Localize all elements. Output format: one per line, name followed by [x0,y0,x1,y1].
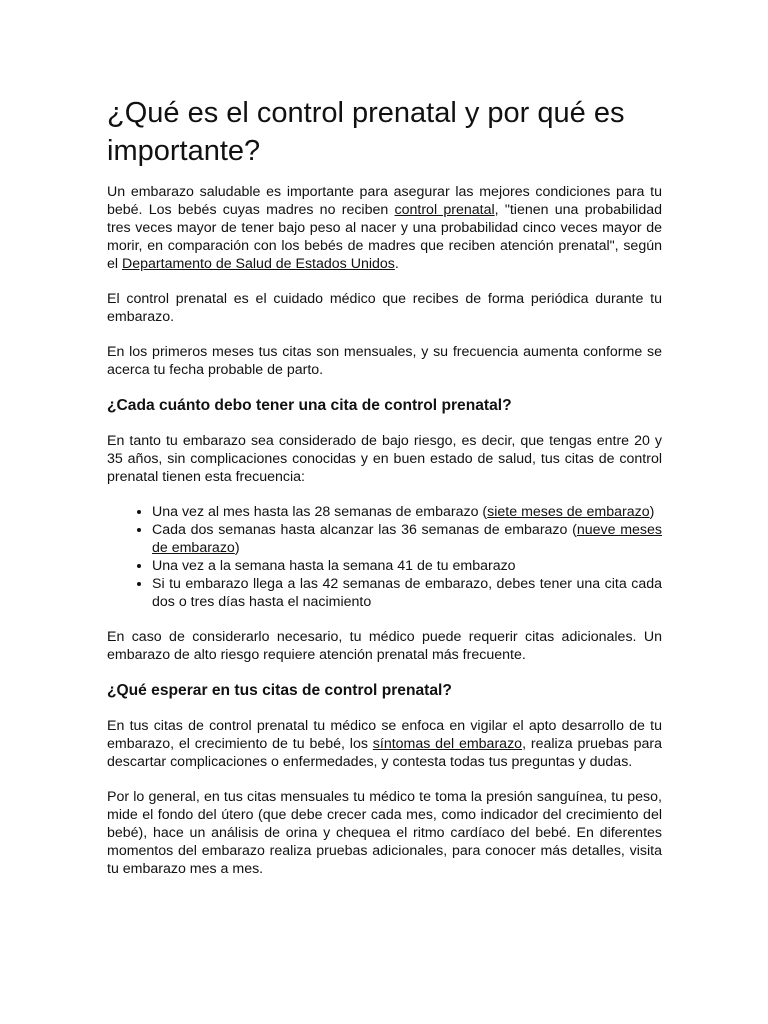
list-item: • Una vez al mes hasta las 28 semanas de embarazo (siete meses de embarazo) [152,503,662,521]
page-title: ¿Qué es el control prenatal y por qué es importante? [107,97,625,167]
section-heading-expect: ¿Qué esperar en tus citas de control prenatal? [107,682,452,699]
link-control-prenatal[interactable]: control prenatal [394,202,495,218]
paragraph-low-risk: En tanto tu embarazo sea considerado de bajo riesgo, es decir, que tengas entre 20 y 35 años, sin complicaciones conocidas y en buen estado de salud, tus citas de control prenatal tienen esta frecuencia: [107,433,662,485]
link-siete-meses[interactable]: siete meses de embarazo [487,504,650,520]
paragraph-appointments: En tus citas de control prenatal tu médico se enfoca en vigilar el apto desarrollo de tu embarazo, el crecimiento de tu bebé, los síntomas del embarazo, realiza pruebas para descartar complicaciones o enfermedades, y contesta todas tus preguntas y dudas. [107,718,662,770]
paragraph-frequency: En los primeros meses tus citas son mensuales, y su frecuencia aumenta conforme se acerca tu fecha probable de parto. [107,344,662,378]
list-item: • Cada dos semanas hasta alcanzar las 36 semanas de embarazo (nueve meses de embarazo) [152,521,662,557]
document-body [107,94,662,895]
list-item: • Una vez a la semana hasta la semana 41 de tu embarazo [152,557,662,575]
section-heading-frequency: ¿Cada cuánto debo tener una cita de control prenatal? [107,397,512,414]
link-departamento-salud[interactable]: Departamento de Salud de Estados Unidos [121,256,395,272]
intro-paragraph: Un embarazo saludable es importante para asegurar las mejores condiciones para tu bebé. Los bebés cuyas madres no reciben control prenatal, "tienen una probabilidad tres veces mayor de tener bajo peso al nacer y una probabilidad cinco veces mayor de morir, en comparación con los bebés de madres que reciben atención prenatal", según el Departamento de Salud de Estados Unidos. [107,184,663,272]
paragraph-definition: El control prenatal es el cuidado médico que recibes de forma periódica durante tu embarazo. [107,291,662,325]
link-nueve-meses[interactable]: nueve meses de embarazo [152,522,662,556]
paragraph-additional: En caso de considerarlo necesario, tu médico puede requerir citas adicionales. Un embarazo de alto riesgo requiere atención prenatal más frecuente. [107,629,662,663]
paragraph-monthly: Por lo general, en tus citas mensuales tu médico te toma la presión sanguínea, tu peso, mide el fondo del útero (que debe crecer cada mes, como indicador del crecimiento del bebé), hace un análisis de orina y chequea el ritmo cardíaco del bebé. En diferentes momentos del embarazo realiza pruebas adicionales, para conocer más detalles, visita tu embarazo mes a mes. [107,789,662,877]
frequency-list [107,503,662,611]
list-item: • Si tu embarazo llega a las 42 semanas de embarazo, debes tener una cita cada dos o tres días hasta el nacimiento [152,575,662,611]
link-sintomas[interactable]: síntomas del embarazo [372,736,523,752]
